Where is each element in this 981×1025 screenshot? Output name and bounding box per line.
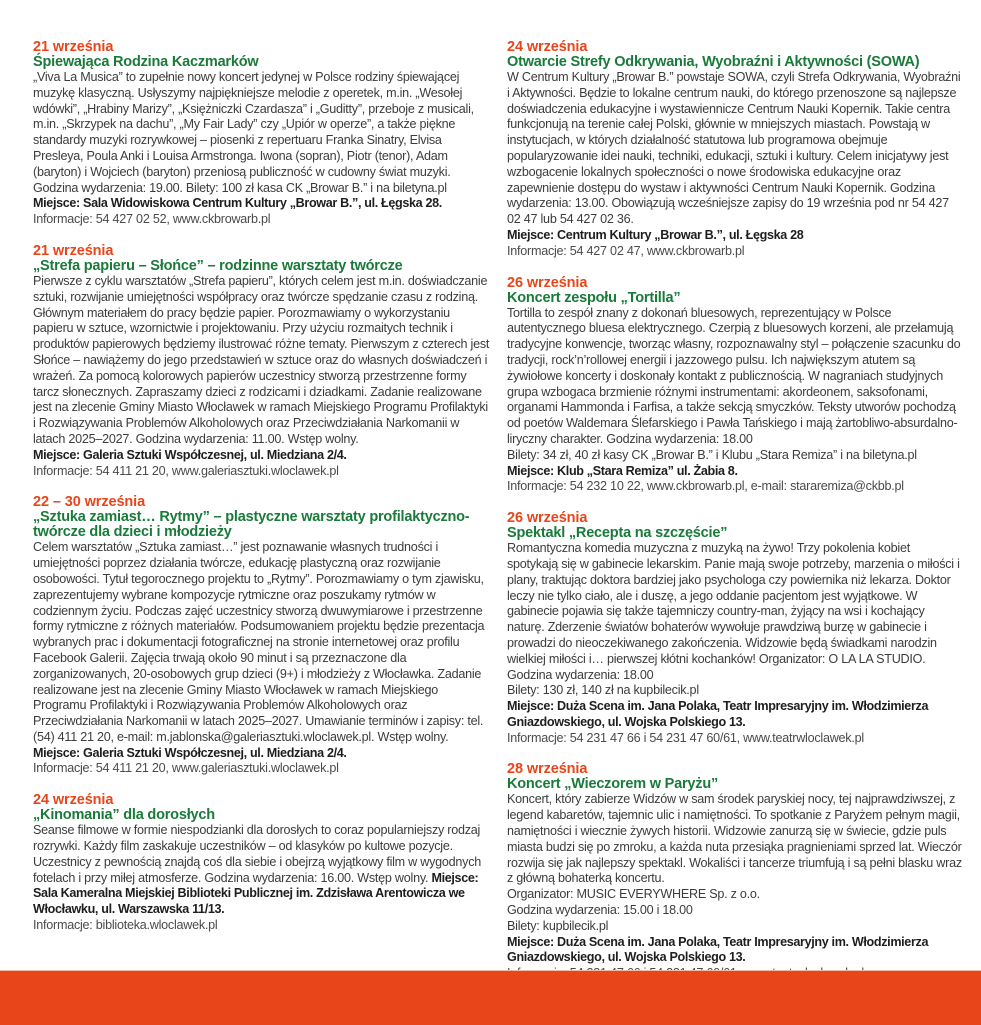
event-body-text: Pierwsze z cyklu warsztatów „Strefa papieru”, których celem jest m.in. doświadczanie sztuki, rozwijanie umiejętności współpracy oraz twórcze spędzanie czasu z rodziną. Głównym materiałem do pracy będzie papier. Porozmawiamy o wykorzystaniu papieru w sztuce, wzornictwie i projektowaniu. Przy użyciu rozmaitych technik i produktów papierowych będziemy ilustrować różne tematy. Pierwszym z czterech jest Słońce – nawiążemy do jego przedstawień w sztuce oraz do własnych doświadczeń i wrażeń. Za pomocą kolorowych papierów uczestnicy stworzą przestrzenne formy tarcz słonecznych. Zapraszamy dzieci z rodzicami i dziadkami. Zadanie realizowane jest na zlecenie Gminy Miasto Włocławek w ramach Miejskiego Programu Profilaktyki i Rozwiązywania Problemów Alkoholowych oraz Przeciwdziałania Narkomanii w latach 2025–2027. Godzina wydarzenia: 11.00. Wstęp wolny. [33,273,490,446]
event-body-text: W Centrum Kultury „Browar B.” powstaje SOWA, czyli Strefa Odkrywania, Wyobraźni i Aktywności. Będzie to lokalne centrum nauki, do którego przenoszone są najlepsze doświadczenia edukacyjne i wystawiennicze Centrum Nauki Kopernik. Takie centra funkcjonują na terenie całej Polski, głównie w mniejszych miastach. Powstają w instytucjach, w których działalność statutowa lub programowa obejmuje popularyzowanie idei nauki, techniki, edukacji, sztuki i kultury. Celem inicjatywy jest wzbogacenie lokalnych społeczności o nowe środowiska edukacyjne oraz zapewnienie dostępu do wystaw i aktywności Centrum Nauki Kopernik. Godzina wydarzenia: 13.00. Obowiązują wcześniejsze zapisy do 19 września pod nr 54 427 02 47 lub 54 427 02 36. [507,70,961,227]
event-date: 26 września [507,510,588,527]
event-description [507,792,962,982]
event-sowa [507,40,962,260]
event-place: Miejsce: Sala Kameralna Miejskiej Biblioteki Publicznej im. Zdzisława Arentowicza we Włocławku, ul. Warszawska 11/13. [33,870,479,917]
event-info: Informacje: 54 232 10 22, www.ckbrowarb.pl, e-mail: stararemiza@ckbb.pl [507,479,904,494]
event-tickets: Bilety: 130 zł, 140 zł na kupbilecik.pl [507,683,699,698]
event-description [33,540,491,777]
event-place: Miejsce: Sala Widowiskowa Centrum Kultury „Browar B.”, ul. Łęgska 28. [33,196,442,211]
event-date: 24 września [507,39,588,55]
event-place: Miejsce: Galeria Sztuki Współczesnej, ul. Miedziana 2/4. [33,447,347,462]
event-tickets: Bilety: 34 zł, 40 zł kasy CK „Browar B.” i Klubu „Stara Remiza” i na biletyna.pl [507,447,917,462]
event-body-text: Seanse filmowe w formie niespodzianki dla dorosłych to coraz popularniejszy rodzaj rozrywki. Każdy film zaskakuje uczestników – od klasyków po kultowe pozycje. Uczestnicy z pewnością znajdą coś dla siebie i obejrzą wyjątkowy film w wygodnych fotelach i przy miłej atmosferze. Godzina wydarzenia: 16.00. Wstęp wolny. [33,823,482,885]
event-recepta-na-szczescie [507,511,962,746]
event-title: Otwarcie Strefy Odkrywania, Wyobraźni i Aktywności (SOWA) [507,54,920,70]
event-title: „Strefa papieru – Słońce” – rodzinne warsztaty twórcze [33,257,403,274]
event-date: 24 września [33,792,114,809]
event-info: Informacje: 54 427 02 52, www.ckbrowarb.pl [33,212,271,227]
event-place: Miejsce: Centrum Kultury „Browar B.”, ul. Łęgska 28 [507,227,804,242]
event-strefa-papieru [33,244,491,479]
event-body-text: Celem warsztatów „Sztuka zamiast…” jest poznawanie własnych trudności i umiejętności poprzez działania twórcze, edukację plastyczną oraz rozwijanie osobowości. Tytuł tegorocznego projektu to „Rytmy”. Porozmawiamy o tym zjawisku, zaprezentujemy wybrane kompozycje rytmiczne oraz poszukamy rytmów w codziennym życiu. Podczas zajęć uczestnicy stworzą dwuwymiarowe i przestrzenne formy rytmiczne z różnych materiałów. Podsumowaniem projektu będzie prezentacja wybranych prac i dokumentacji fotograficznej na stronie internetowej oraz profilu Facebook Galerii. Zajęcia trwają około 90 minut i są przeznaczone dla zorganizowanych, 20-osobowych grup dzieci (9+) i młodzieży z Włocławka. Zadanie realizowane jest na zlecenie Gminy Miasto Włocławek w ramach Miejskiego Programu Profilaktyki i Rozwiązywania Problemów Alkoholowych oraz Przeciwdziałania Narkomanii w latach 2025–2027. Umawianie terminów i zapisy: tel. (54) 411 21 20, e-mail: m.jablonska@galeriasztuki.wloclawek.pl. Wstęp wolny. [33,540,485,744]
event-info: Informacje: 54 411 21 20, www.galeriasztuki.wloclawek.pl [33,463,339,478]
event-date: 21 września [33,242,114,259]
event-wieczorem-w-paryzu [507,762,962,982]
event-description [33,70,491,228]
event-title: Spektakl „Recepta na szczęście” [507,525,728,542]
event-date: 21 września [33,39,114,55]
event-date: 22 – 30 września [33,494,146,511]
event-info: Informacje: 54 411 21 20, www.galeriasztuki.wloclawek.pl [33,761,339,776]
event-sztuka-zamiast [33,495,491,777]
event-description [507,306,962,496]
event-body-text: Romantyczna komedia muzyczna z muzyką na żywo! Trzy pokolenia kobiet spotykają się w gabinecie lekarskim. Panie mają swoje potrzeby, marzenia o miłości i plany, traktując doktora bardziej jako psychologa czy powiernika niż lekarza. Doktor leczy nie tylko ciało, ale i duszę, a jego oddanie pacjentom jest wyjątkowe. W gabinecie pojawia się także tajemniczy country-man, żyjący na wsi i kochający naturę. Zderzenie światów bohaterów wywołuje prawdziwą burzę w gabinecie i prowadzi do nieoczekiwanego zakończenia. Widzowie będą świadkami narodzin wielkiej miłości i… pierwszej kłótni kochanków! Organizator: O LA LA STUDIO. Godzina wydarzenia: 18.00 [507,541,960,682]
event-info: Informacje: 54 427 02 47, www.ckbrowarb.pl [507,243,745,258]
event-title: Śpiewająca Rodzina Kaczmarków [33,54,259,70]
left-column [33,40,491,950]
event-date: 28 września [507,761,588,778]
event-title: „Kinomania” dla dorosłych [33,807,215,824]
event-title: „Sztuka zamiast… Rytmy” – plastyczne warsztaty profilaktyczno-twórcze dla dzieci i młodzieży [33,509,470,541]
event-place: Miejsce: Klub „Stara Remiza” ul. Żabia 8. [507,463,738,478]
event-tickets: Bilety: kupbilecik.pl [507,918,609,933]
event-spiewajaca-rodzina [33,40,491,228]
event-description [33,274,491,479]
footer-bar [0,970,981,1025]
event-date: 26 września [507,274,588,291]
event-info: Informacje: biblioteka.wloclawek.pl [33,918,218,933]
event-body-text: Tortilla to zespół znany z dokonań bluesowych, reprezentujący w Polsce autentycznego bluesa elektrycznego. Czerpią z bluesowych korzeni, ale przełamują tradycyjne konwencje, tworząc własny, rozpoznawalny styl – połączenie szacunku do tradycji, rock’n’rollowej energii i jazzowego pulsu. Ich największym atutem są żywiołowe koncerty i doskonały kontakt z publicznością. W nagraniach studyjnych grupa wzbogaca brzmienie różnymi instrumentami: akordeonem, saksofonami, organami Hammonda i Farfisa, a także sekcją smyczków. Teksty utworów pochodzą od poetów Waldemara Ślefarskiego i Pawła Tańskiego i mają żartobliwo-absurdalno-liryczny charakter. Godzina wydarzenia: 18.00 [507,305,961,446]
event-body-text: „Viva La Musica” to zupełnie nowy koncert jedynej w Polsce rodziny śpiewającej muzykę klasyczną. Usłyszymy najpiękniejsze melodie z operetek, m.in. „Wesołej wdówki”, „Hrabiny Marizy”, „Księżniczki Czardasza” i „Guditty”, przeboje z musicali, m.in. „Skrzypek na dachu”, „My Fair Lady” czy „Upiór w operze”, a także piękne standardy muzyki rozrywkowej – piosenki z repertuaru Franka Sinatry, Elvisa Presleya, Poula Anki i Louisa Armstronga. Iwona (sopran), Piotr (tenor), Adam (baryton) i Wojciech (baryton) przeniosą publiczność w cudowny świat muzyki. Godzina wydarzenia: 19.00. Bilety: 100 zł kasa CK „Browar B.” i na biletyna.pl [33,70,474,195]
event-place: Miejsce: Duża Scena im. Jana Polaka, Teatr Impresaryjny im. Włodzimierza Gniazdowskiego, ul. Wojska Polskiego 13. [507,699,929,729]
right-column [507,40,962,998]
event-title: Koncert „Wieczorem w Paryżu” [507,776,719,793]
event-organizer: Organizator: MUSIC EVERYWHERE Sp. z o.o. [507,887,760,902]
event-body-paragraph [33,823,491,918]
event-info: Informacje: 54 231 47 66 i 54 231 47 60/61, www.teatrwloclawek.pl [507,730,864,745]
event-description [507,541,962,746]
event-place: Miejsce: Duża Scena im. Jana Polaka, Teatr Impresaryjny im. Włodzimierza Gniazdowskiego, ul. Wojska Polskiego 13. [507,934,929,965]
event-tortilla [507,276,962,496]
event-time: Godzina wydarzenia: 15.00 i 18.00 [507,903,693,918]
event-description [33,823,491,934]
event-body-text: Koncert, który zabierze Widzów w sam środek paryskiej nocy, tej najprawdziwszej, z legend kabaretów, tajemnic ulic i namiętności. To spotkanie z Paryżem pełnym magii, namiętności i wiecznie żywych historii. Widzowie zanurzą się w świecie, gdzie puls miasta budzi się po zmroku, a każda nuta przesiąka pragnieniami sprzed lat. Wieczór rozwija się jak najlepszy spektakl. Wokaliści i tancerze triumfują i są pełni blasku wraz z główną bohaterką koncertu. [507,792,962,886]
event-description [507,70,962,260]
event-kinomania [33,793,491,934]
event-title: Koncert zespołu „Tortilla” [507,289,681,306]
event-place: Miejsce: Galeria Sztuki Współczesnej, ul. Miedziana 2/4. [33,745,347,760]
